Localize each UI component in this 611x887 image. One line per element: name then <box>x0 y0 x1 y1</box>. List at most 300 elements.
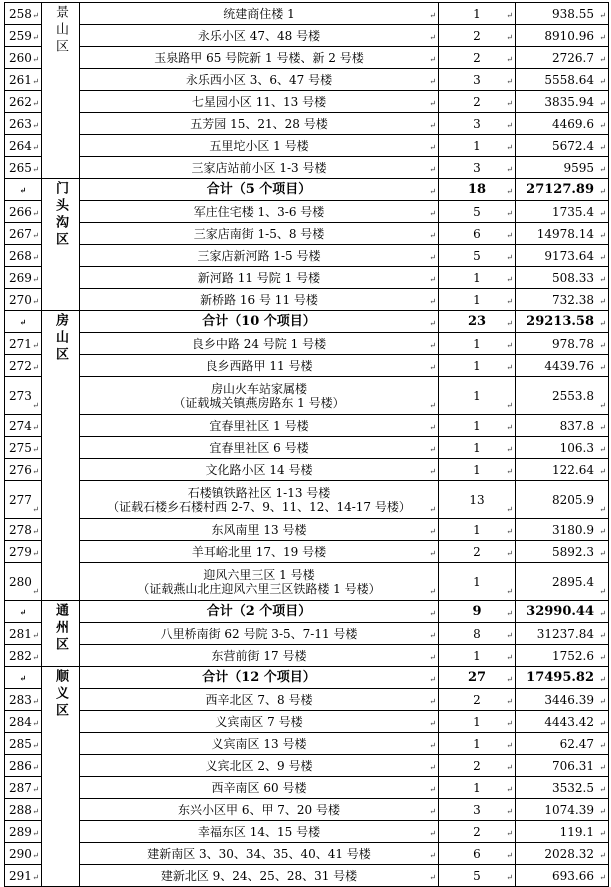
project-name-cell <box>80 459 439 481</box>
building-count-cell <box>439 179 516 201</box>
project-name-cell <box>80 821 439 843</box>
total-label: 合计（2 个项目） <box>206 603 312 619</box>
area-cell <box>516 415 609 437</box>
paragraph-mark-icon: ↵ <box>506 363 513 372</box>
area-cell <box>516 25 609 47</box>
building-count: 1 <box>473 292 481 307</box>
paragraph-mark-icon: ↵ <box>506 341 513 350</box>
project-name: 义宾南区 13 号楼 <box>211 736 307 751</box>
building-count-cell <box>439 799 516 821</box>
paragraph-mark-icon: ↵ <box>599 275 606 284</box>
area-cell <box>516 541 609 563</box>
paragraph-mark-icon: ↵ <box>506 549 513 558</box>
paragraph-mark-icon: ↵ <box>32 527 39 536</box>
paragraph-mark-icon: ↵ <box>599 851 606 860</box>
building-count-cell <box>439 47 516 69</box>
paragraph-mark-icon: ↵ <box>429 253 436 262</box>
district-label: 门头沟区 <box>53 181 68 249</box>
paragraph-mark-icon: ↵ <box>429 187 436 196</box>
row-number-cell <box>5 69 42 91</box>
area-cell <box>516 623 609 645</box>
building-count: 1 <box>473 440 481 455</box>
paragraph-mark-icon: ↵ <box>32 697 39 706</box>
building-count-cell <box>439 267 516 289</box>
project-name-cell <box>80 755 439 777</box>
paragraph-mark-icon: ↵ <box>429 763 436 772</box>
paragraph-mark-icon: ↵ <box>506 209 513 218</box>
row-number: 258 <box>9 6 32 21</box>
table-row <box>5 733 609 755</box>
row-number: 285 <box>9 736 32 751</box>
table-row <box>5 333 609 355</box>
area-cell <box>516 135 609 157</box>
district-label: 房山区 <box>53 313 68 364</box>
project-name-cell <box>80 91 439 113</box>
paragraph-mark-icon: ↵ <box>429 143 436 152</box>
project-name: 五芳园 15、21、28 号楼 <box>190 116 328 131</box>
row-number: 282 <box>9 648 32 663</box>
row-number: 277 <box>9 492 32 507</box>
paragraph-mark-icon: ↵ <box>599 741 606 750</box>
row-number-cell <box>5 333 42 355</box>
table-row <box>5 689 609 711</box>
total-label-cell <box>80 601 439 623</box>
project-name-cell <box>80 69 439 91</box>
area-cell <box>516 755 609 777</box>
project-name: 三家店站前小区 1-3 号楼 <box>191 160 327 175</box>
paragraph-mark-icon: ↵ <box>599 829 606 838</box>
project-name-cell <box>80 645 439 667</box>
project-name: 东兴小区甲 6、甲 7、20 号楼 <box>178 802 340 817</box>
total-row <box>5 179 609 201</box>
paragraph-mark-icon: ↵ <box>506 873 513 882</box>
paragraph-mark-icon: ↵ <box>599 33 606 42</box>
paragraph-mark-icon: ↵ <box>32 873 39 882</box>
total-label-cell <box>80 311 439 333</box>
paragraph-mark-icon: ↵ <box>429 631 436 640</box>
project-name-cell <box>80 201 439 223</box>
area-value: 3446.39 <box>544 692 594 707</box>
building-count: 27 <box>467 669 487 685</box>
paragraph-mark-icon: ↵ <box>429 587 436 596</box>
area-value: 17495.82 <box>526 669 594 685</box>
area-value: 2895.4 <box>552 574 594 589</box>
row-number: 276 <box>9 462 32 477</box>
row-number-cell <box>5 519 42 541</box>
paragraph-mark-icon: ↵ <box>32 467 39 476</box>
row-number-cell <box>5 201 42 223</box>
row-number-cell <box>5 179 42 201</box>
row-number-cell <box>5 47 42 69</box>
area-value: 732.38 <box>552 292 594 307</box>
total-label-cell <box>80 667 439 689</box>
area-cell <box>516 3 609 25</box>
project-name: 文化路小区 14 号楼 <box>205 462 313 477</box>
project-name-cell <box>80 519 439 541</box>
project-name: 房山火车站家属楼 <box>210 381 307 396</box>
paragraph-mark-icon: ↵ <box>429 401 436 410</box>
area-value: 32990.44 <box>526 603 594 619</box>
building-count-cell <box>439 563 516 601</box>
area-value: 3532.5 <box>552 780 594 795</box>
building-count-cell <box>439 843 516 865</box>
row-number-cell <box>5 91 42 113</box>
paragraph-mark-icon: ↵ <box>429 697 436 706</box>
paragraph-mark-icon: ↵ <box>599 99 606 108</box>
paragraph-mark-icon: ↵ <box>429 341 436 350</box>
project-name: 良乡西路甲 11 号楼 <box>205 358 313 373</box>
paragraph-mark-icon: ↵ <box>429 121 436 130</box>
total-label: 合计（12 个项目） <box>202 669 316 685</box>
row-number-cell <box>5 223 42 245</box>
row-number: 288 <box>9 802 32 817</box>
project-name-cell <box>80 623 439 645</box>
area-value: 122.64 <box>552 462 594 477</box>
project-name: 义宾南区 7 号楼 <box>215 714 303 729</box>
area-cell <box>516 865 609 887</box>
building-count: 2 <box>473 50 481 65</box>
building-count: 13 <box>469 492 485 507</box>
paragraph-mark-icon: ↵ <box>32 631 39 640</box>
building-count-cell <box>439 355 516 377</box>
row-number: 260 <box>9 50 32 65</box>
paragraph-mark-icon: ↵ <box>599 653 606 662</box>
building-count-cell <box>439 667 516 689</box>
paragraph-mark-icon: ↵ <box>429 297 436 306</box>
paragraph-mark-icon: ↵ <box>32 763 39 772</box>
building-count: 3 <box>473 72 481 87</box>
area-cell <box>516 821 609 843</box>
area-value: 1735.4 <box>552 204 594 219</box>
area-cell <box>516 481 609 519</box>
paragraph-mark-icon: ↵ <box>506 467 513 476</box>
paragraph-mark-icon: ↵ <box>32 33 39 42</box>
project-name-cell <box>80 245 439 267</box>
building-count-cell <box>439 377 516 415</box>
paragraph-mark-icon: ↵ <box>19 316 27 327</box>
row-number: 287 <box>9 780 32 795</box>
row-number-cell <box>5 541 42 563</box>
building-count: 9 <box>472 603 482 619</box>
paragraph-mark-icon: ↵ <box>32 55 39 64</box>
project-name-cell <box>80 541 439 563</box>
paragraph-mark-icon: ↵ <box>506 741 513 750</box>
row-number: 268 <box>9 248 32 263</box>
building-count: 1 <box>473 388 481 403</box>
area-value: 837.8 <box>559 418 594 433</box>
area-cell <box>516 201 609 223</box>
paragraph-mark-icon: ↵ <box>506 829 513 838</box>
building-count-cell <box>439 755 516 777</box>
project-name-cell <box>80 481 439 519</box>
row-number: 264 <box>9 138 32 153</box>
area-cell <box>516 519 609 541</box>
area-cell <box>516 267 609 289</box>
paragraph-mark-icon: ↵ <box>32 121 39 130</box>
paragraph-mark-icon: ↵ <box>599 527 606 536</box>
row-number-cell <box>5 113 42 135</box>
paragraph-mark-icon: ↵ <box>599 697 606 706</box>
building-count-cell <box>439 711 516 733</box>
project-name-cell <box>80 157 439 179</box>
row-number: 266 <box>9 204 32 219</box>
building-count: 2 <box>473 544 481 559</box>
paragraph-mark-icon: ↵ <box>32 785 39 794</box>
paragraph-mark-icon: ↵ <box>506 77 513 86</box>
project-name: 石楼镇铁路社区 1-13 号楼 <box>187 485 331 500</box>
paragraph-mark-icon: ↵ <box>599 631 606 640</box>
district-cell <box>42 3 80 179</box>
area-value: 14978.14 <box>536 226 594 241</box>
table-row <box>5 481 609 519</box>
area-cell <box>516 843 609 865</box>
paragraph-mark-icon: ↵ <box>32 231 39 240</box>
area-cell <box>516 47 609 69</box>
row-number: 286 <box>9 758 32 773</box>
project-name-cell <box>80 799 439 821</box>
row-number: 262 <box>9 94 32 109</box>
paragraph-mark-icon: ↵ <box>32 99 39 108</box>
paragraph-mark-icon: ↵ <box>32 741 39 750</box>
building-count-cell <box>439 865 516 887</box>
row-number-cell <box>5 459 42 481</box>
project-name: 新桥路 16 号 11 号楼 <box>200 292 318 307</box>
building-count: 1 <box>473 522 481 537</box>
paragraph-mark-icon: ↵ <box>599 209 606 218</box>
table-row <box>5 113 609 135</box>
area-value: 9595 <box>563 160 594 175</box>
paragraph-mark-icon: ↵ <box>599 785 606 794</box>
paragraph-mark-icon: ↵ <box>429 719 436 728</box>
row-number: 265 <box>9 160 32 175</box>
building-count-cell <box>439 25 516 47</box>
building-count: 6 <box>473 226 481 241</box>
building-count: 18 <box>467 181 487 197</box>
building-count: 3 <box>473 116 481 131</box>
area-value: 62.47 <box>559 736 594 751</box>
row-number-cell <box>5 733 42 755</box>
paragraph-mark-icon: ↵ <box>429 423 436 432</box>
building-count-cell <box>439 541 516 563</box>
table-row <box>5 47 609 69</box>
project-name-cell <box>80 689 439 711</box>
district-label: 景山区 <box>53 5 68 56</box>
project-name: 五里坨小区 1 号楼 <box>209 138 309 153</box>
building-count: 2 <box>473 94 481 109</box>
paragraph-mark-icon: ↵ <box>429 165 436 174</box>
row-number-cell <box>5 645 42 667</box>
district-cell <box>42 311 80 601</box>
row-number-cell <box>5 711 42 733</box>
row-number: 270 <box>9 292 32 307</box>
paragraph-mark-icon: ↵ <box>506 851 513 860</box>
area-value: 4439.76 <box>544 358 594 373</box>
project-name-cell <box>80 865 439 887</box>
area-cell <box>516 601 609 623</box>
row-number-cell <box>5 377 42 415</box>
row-number-cell <box>5 437 42 459</box>
project-name: 宜春里社区 6 号楼 <box>209 440 309 455</box>
building-count: 5 <box>473 248 481 263</box>
project-name: 永乐西小区 3、6、47 号楼 <box>185 72 333 87</box>
paragraph-mark-icon: ↵ <box>506 231 513 240</box>
area-value: 9173.64 <box>544 248 594 263</box>
building-count-cell <box>439 157 516 179</box>
paragraph-mark-icon: ↵ <box>429 99 436 108</box>
paragraph-mark-icon: ↵ <box>32 253 39 262</box>
building-count-cell <box>439 311 516 333</box>
project-name-cell <box>80 113 439 135</box>
paragraph-mark-icon: ↵ <box>32 445 39 454</box>
area-value: 8910.96 <box>544 28 594 43</box>
area-value: 31237.84 <box>536 626 594 641</box>
paragraph-mark-icon: ↵ <box>429 55 436 64</box>
paragraph-mark-icon: ↵ <box>599 253 606 262</box>
paragraph-mark-icon: ↵ <box>429 33 436 42</box>
row-number: 271 <box>9 336 32 351</box>
total-label: 合计（5 个项目） <box>206 181 312 197</box>
building-count: 1 <box>473 736 481 751</box>
project-name: 义宾北区 2、9 号楼 <box>205 758 313 773</box>
building-count-cell <box>439 201 516 223</box>
project-name: 东风南里 13 号楼 <box>211 522 307 537</box>
area-cell <box>516 223 609 245</box>
project-name: 东营前街 17 号楼 <box>211 648 307 663</box>
building-count-cell <box>439 623 516 645</box>
row-number-cell <box>5 415 42 437</box>
paragraph-mark-icon: ↵ <box>599 297 606 306</box>
paragraph-mark-icon: ↵ <box>506 587 513 596</box>
building-count-cell <box>439 113 516 135</box>
area-value: 106.3 <box>559 440 594 455</box>
table-row <box>5 415 609 437</box>
building-count: 23 <box>467 313 487 329</box>
project-name: 新河路 11 号院 1 号楼 <box>197 270 321 285</box>
building-count: 1 <box>473 418 481 433</box>
row-number: 274 <box>9 418 32 433</box>
building-count-cell <box>439 3 516 25</box>
row-number-cell <box>5 821 42 843</box>
area-value: 693.66 <box>552 868 594 883</box>
paragraph-mark-icon: ↵ <box>32 807 39 816</box>
area-value: 1074.39 <box>544 802 594 817</box>
row-number: 261 <box>9 72 32 87</box>
project-name-note: （证载城关镇燕房路东 1 号楼） <box>173 395 345 410</box>
paragraph-mark-icon: ↵ <box>506 187 513 196</box>
paragraph-mark-icon: ↵ <box>429 319 436 328</box>
paragraph-mark-icon: ↵ <box>32 297 39 306</box>
building-count-cell <box>439 459 516 481</box>
table-row <box>5 377 609 415</box>
row-number-cell <box>5 3 42 25</box>
row-number: 269 <box>9 270 32 285</box>
row-number-cell <box>5 25 42 47</box>
table-row <box>5 645 609 667</box>
paragraph-mark-icon: ↵ <box>506 609 513 618</box>
table-row <box>5 623 609 645</box>
row-number: 281 <box>9 626 32 641</box>
paragraph-mark-icon: ↵ <box>599 423 606 432</box>
project-name-note: （证载石楼乡石楼村西 2-7、9、11、12、14-17 号楼） <box>107 499 411 514</box>
row-number-cell <box>5 623 42 645</box>
row-number-cell <box>5 481 42 519</box>
row-number-cell <box>5 289 42 311</box>
building-count: 2 <box>473 692 481 707</box>
total-label: 合计（10 个项目） <box>202 313 316 329</box>
row-number-cell <box>5 563 42 601</box>
building-count-cell <box>439 481 516 519</box>
paragraph-mark-icon: ↵ <box>429 505 436 514</box>
paragraph-mark-icon: ↵ <box>599 77 606 86</box>
project-name: 羊耳峪北里 17、19 号楼 <box>191 544 327 559</box>
paragraph-mark-icon: ↵ <box>19 672 27 683</box>
row-number: 275 <box>9 440 32 455</box>
area-value: 1752.6 <box>552 648 594 663</box>
building-count-cell <box>439 777 516 799</box>
area-cell <box>516 459 609 481</box>
paragraph-mark-icon: ↵ <box>599 143 606 152</box>
paragraph-mark-icon: ↵ <box>506 253 513 262</box>
total-row <box>5 601 609 623</box>
table-row <box>5 865 609 887</box>
paragraph-mark-icon: ↵ <box>19 184 27 195</box>
area-cell <box>516 355 609 377</box>
building-count: 1 <box>473 462 481 477</box>
paragraph-mark-icon: ↵ <box>429 549 436 558</box>
row-number: 263 <box>9 116 32 131</box>
area-value: 2553.8 <box>552 388 594 403</box>
paragraph-mark-icon: ↵ <box>429 873 436 882</box>
area-value: 27127.89 <box>526 181 594 197</box>
row-number-cell <box>5 267 42 289</box>
area-value: 4443.42 <box>544 714 594 729</box>
paragraph-mark-icon: ↵ <box>599 719 606 728</box>
paragraph-mark-icon: ↵ <box>32 423 39 432</box>
paragraph-mark-icon: ↵ <box>506 33 513 42</box>
paragraph-mark-icon: ↵ <box>32 275 39 284</box>
paragraph-mark-icon: ↵ <box>506 55 513 64</box>
building-count-cell <box>439 91 516 113</box>
table-row <box>5 267 609 289</box>
building-count-cell <box>439 245 516 267</box>
paragraph-mark-icon: ↵ <box>599 609 606 618</box>
row-number: 259 <box>9 28 32 43</box>
area-value: 978.78 <box>552 336 594 351</box>
table-row <box>5 289 609 311</box>
paragraph-mark-icon: ↵ <box>506 165 513 174</box>
project-name: 七星园小区 11、13 号楼 <box>191 94 327 109</box>
table-row <box>5 355 609 377</box>
project-name-cell <box>80 3 439 25</box>
paragraph-mark-icon: ↵ <box>429 807 436 816</box>
paragraph-mark-icon: ↵ <box>429 445 436 454</box>
table-row <box>5 843 609 865</box>
project-name-cell <box>80 711 439 733</box>
building-count: 2 <box>473 824 481 839</box>
project-name: 建新南区 3、30、34、35、40、41 号楼 <box>147 846 371 861</box>
paragraph-mark-icon: ↵ <box>32 505 39 514</box>
row-number: 289 <box>9 824 32 839</box>
area-cell <box>516 777 609 799</box>
paragraph-mark-icon: ↵ <box>599 401 606 410</box>
building-count: 1 <box>473 270 481 285</box>
project-name: 建新北区 9、24、25、28、31 号楼 <box>160 868 358 883</box>
area-value: 29213.58 <box>526 313 594 329</box>
area-value: 5558.64 <box>544 72 594 87</box>
paragraph-mark-icon: ↵ <box>506 11 513 20</box>
paragraph-mark-icon: ↵ <box>429 851 436 860</box>
area-cell <box>516 333 609 355</box>
